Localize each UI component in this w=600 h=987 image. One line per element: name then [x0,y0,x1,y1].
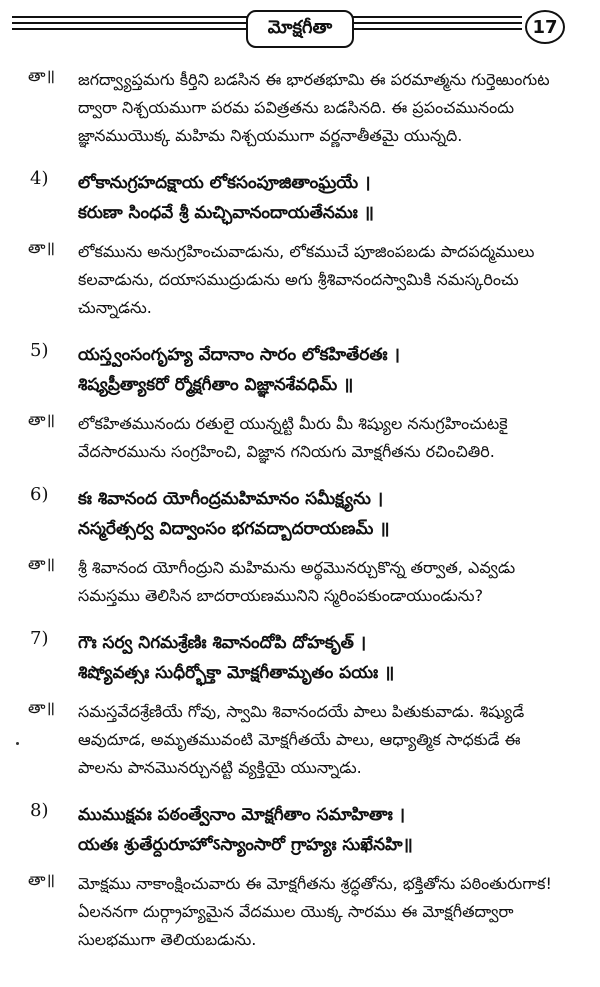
text-line: లోకహితమునందు రతులై యున్నట్టి మీరు మీ శిష్యుల ననుగ్రహించుటకై [78,414,508,433]
tatparya-label: తా॥ [28,698,56,717]
page-title: మోక్షగీతా [246,10,354,48]
verse-line: శిష్యోవత్సః సుధీర్భోక్తా మోక్షగీతామృతం పయః ॥ [78,663,395,683]
page-number: 17 [525,10,565,44]
verse-block [0,484,600,544]
verse-text [78,168,574,228]
text-line: శ్రీ శివానంద యోగీంద్రుని మహిమను అర్థమొనర్చుకొన్న తర్వాత, ఎవ్వడు [78,558,516,577]
text-line: జ్ఞానముయొక్క మహిమ నిశ్చయముగా వర్ణనాతీతమై యున్నది. [78,126,463,145]
stray-mark [16,742,19,745]
text-line: ద్వారా నిశ్చయముగా పరమ పవిత్రతను బడసినది. ఈ ప్రపంచమునందు [78,98,515,117]
tatparya-block [0,66,600,150]
tatparya-block [0,238,600,322]
tatparya-text [78,870,574,954]
verse-number: 5) [30,340,49,361]
verse-text [78,800,574,860]
verse-line: కః శివానంద యోగీంద్రమహిమానం సమీక్ష్యను । [78,489,384,509]
text-line: ఆవుదూడ, అమృతమువంటి మోక్షగీతయే పాలు, ఆధ్యాత్మిక సాధకుడే ఈ [78,730,521,749]
tatparya-text [78,698,574,782]
tatparya-label: తా॥ [28,870,56,889]
verse-number: 6) [30,484,49,505]
text-line: సులభముగా తెలియబడును. [78,930,257,949]
text-line: పాలను పానమొనర్చునట్టి వ్యక్తియై యున్నాడు. [78,758,362,777]
verse-line: కరుణా సింధవే శ్రీ మచ్ఛివానందాయతేనమః ॥ [78,203,374,223]
text-line: సమస్తము తెలిసిన బాదరాయణమునిని స్మరింపకుండాయుండును? [78,586,484,605]
text-line: లోకమును అనుగ్రహించువాడును, లోకముచే పూజింపబడు పాదపద్మములు [78,242,535,261]
verse-block [0,800,600,860]
verse-block [0,168,600,228]
page-body [0,58,600,954]
verse-text [78,628,574,688]
tatparya-block [0,554,600,610]
tatparya-text [78,554,574,610]
verse-number: 8) [30,800,49,821]
tatparya-label: తా॥ [28,238,56,257]
verse-line: గౌః సర్వ నిగమశ్రేణిః శివానందోపి దోహకృత్ । [78,633,367,653]
text-line: కలవాడును, దయాసముద్రుడును అగు శ్రీశివానందస్వామికి నమస్కరించు [78,270,519,289]
verse-block [0,340,600,400]
verse-line: ముముక్షవః పఠంత్వేనాం మోక్షగీతాం సమాహితాః । [78,805,406,825]
verse-number: 7) [30,628,49,649]
text-line: సమస్తవేదశ్రేణియే గోవు, స్వామి శివానందయే పాలు పితుకువాడు. శిష్యుడే [78,702,525,721]
verse-block [0,628,600,688]
text-line: వేదసారమును సంగ్రహించి, విజ్ఞాన గనియగు మోక్షగీతను రచించితిరి. [78,442,495,461]
text-line: జగద్వ్యాప్తమగు కీర్తిని బడసిన ఈ భారతభూమి ఈ పరమాత్మను గుర్తెఱుంగుట [78,70,550,89]
verse-line: యతః శ్రుతేర్దురూహోऽస్యాంసారో గ్రాహ్యః సుఖేనహి॥ [78,835,413,855]
verse-line: నస్మరేత్సర్వ విద్వాంసం భగవద్బాదరాయణమ్ ॥ [78,519,390,539]
page-header [0,0,600,58]
verse-line: శిష్యప్రీత్యాకరో ర్మోక్షగీతాం విజ్ఞానశేవధిమ్ ॥ [78,375,354,395]
verse-line: యస్త్వంసంగృహ్య వేదానాం సారం లోకహితేరతః । [78,345,400,365]
verse-number: 4) [30,168,49,189]
verse-line: లోకానుగ్రహదక్షాయ లోకసంపూజితాంఘ్రయే । [78,173,371,193]
text-line: చున్నాడను. [78,298,152,317]
tatparya-text [78,66,574,150]
tatparya-block [0,870,600,954]
tatparya-label: తా॥ [28,66,56,85]
tatparya-label: తా॥ [28,554,56,573]
verse-text [78,340,574,400]
tatparya-block [0,698,600,782]
text-line: మోక్షము నాకాంక్షించువారు ఈ మోక్షగీతను శ్రద్ధతోను, భక్తితోను పఠింతురుగాక! [78,874,552,893]
tatparya-text [78,238,574,322]
verse-text [78,484,574,544]
tatparya-label: తా॥ [28,410,56,429]
tatparya-block [0,410,600,466]
tatparya-text [78,410,574,466]
text-line: ఏలననగా దుర్గ్రాహ్యమైన వేదముల యొక్క సారము ఈ మోక్షగీతద్వారా [78,902,514,921]
